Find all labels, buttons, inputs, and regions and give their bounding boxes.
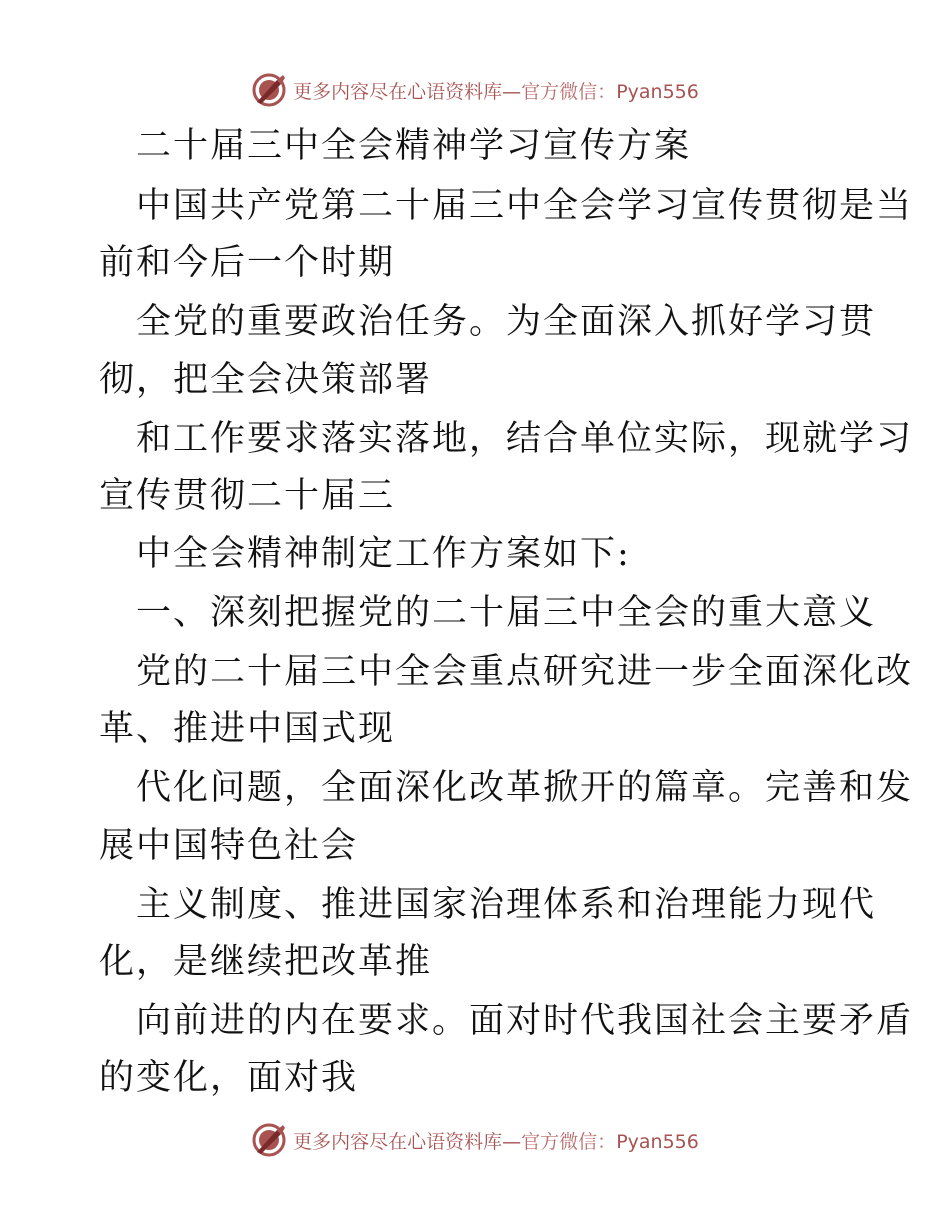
text-line: 和工作要求落实落地，结合单位实际，现就学习 [136,419,914,459]
text-line: 彻，把全会决策部署 [99,360,433,400]
header-watermark-text: 更多内容尽在心语资料库—官方微信：Pyan556 [293,80,699,103]
text-line: 前和今后一个时期 [99,243,396,283]
text-line: 革、推进中国式现 [99,709,396,749]
text-line: 向前进的内在要求。面对时代我国社会主要矛盾 [136,1001,914,1041]
text-line: 中全会精神制定工作方案如下: [136,534,631,574]
footer-watermark-banner [0,1122,950,1158]
text-line: 中国共产党第二十届三中全会学习宣传贯彻是当 [136,186,914,226]
text-line: 主义制度、推进国家治理体系和治理能力现代 [136,885,877,925]
text-line: 展中国特色社会 [99,826,359,866]
text-line: 的变化，面对我 [99,1058,359,1098]
section-heading: 一、深刻把握党的二十届三中全会的重大意义 [136,593,877,633]
text-line: 宣传贯彻二十届三 [99,476,396,516]
text-line: 代化问题，全面深化改革掀开的篇章。完善和发 [136,768,914,808]
text-line: 党的二十届三中全会重点研究进一步全面深化改 [136,652,914,692]
text-line: 全党的重要政治任务。为全面深入抓好学习贯 [136,302,877,342]
footer-watermark-text: 更多内容尽在心语资料库—官方微信：Pyan556 [293,1130,699,1153]
document-title: 二十届三中全会精神学习宣传方案 [136,126,692,166]
pen-logo-icon [251,1122,287,1158]
text-line: 化，是继续把改革推 [99,942,433,982]
